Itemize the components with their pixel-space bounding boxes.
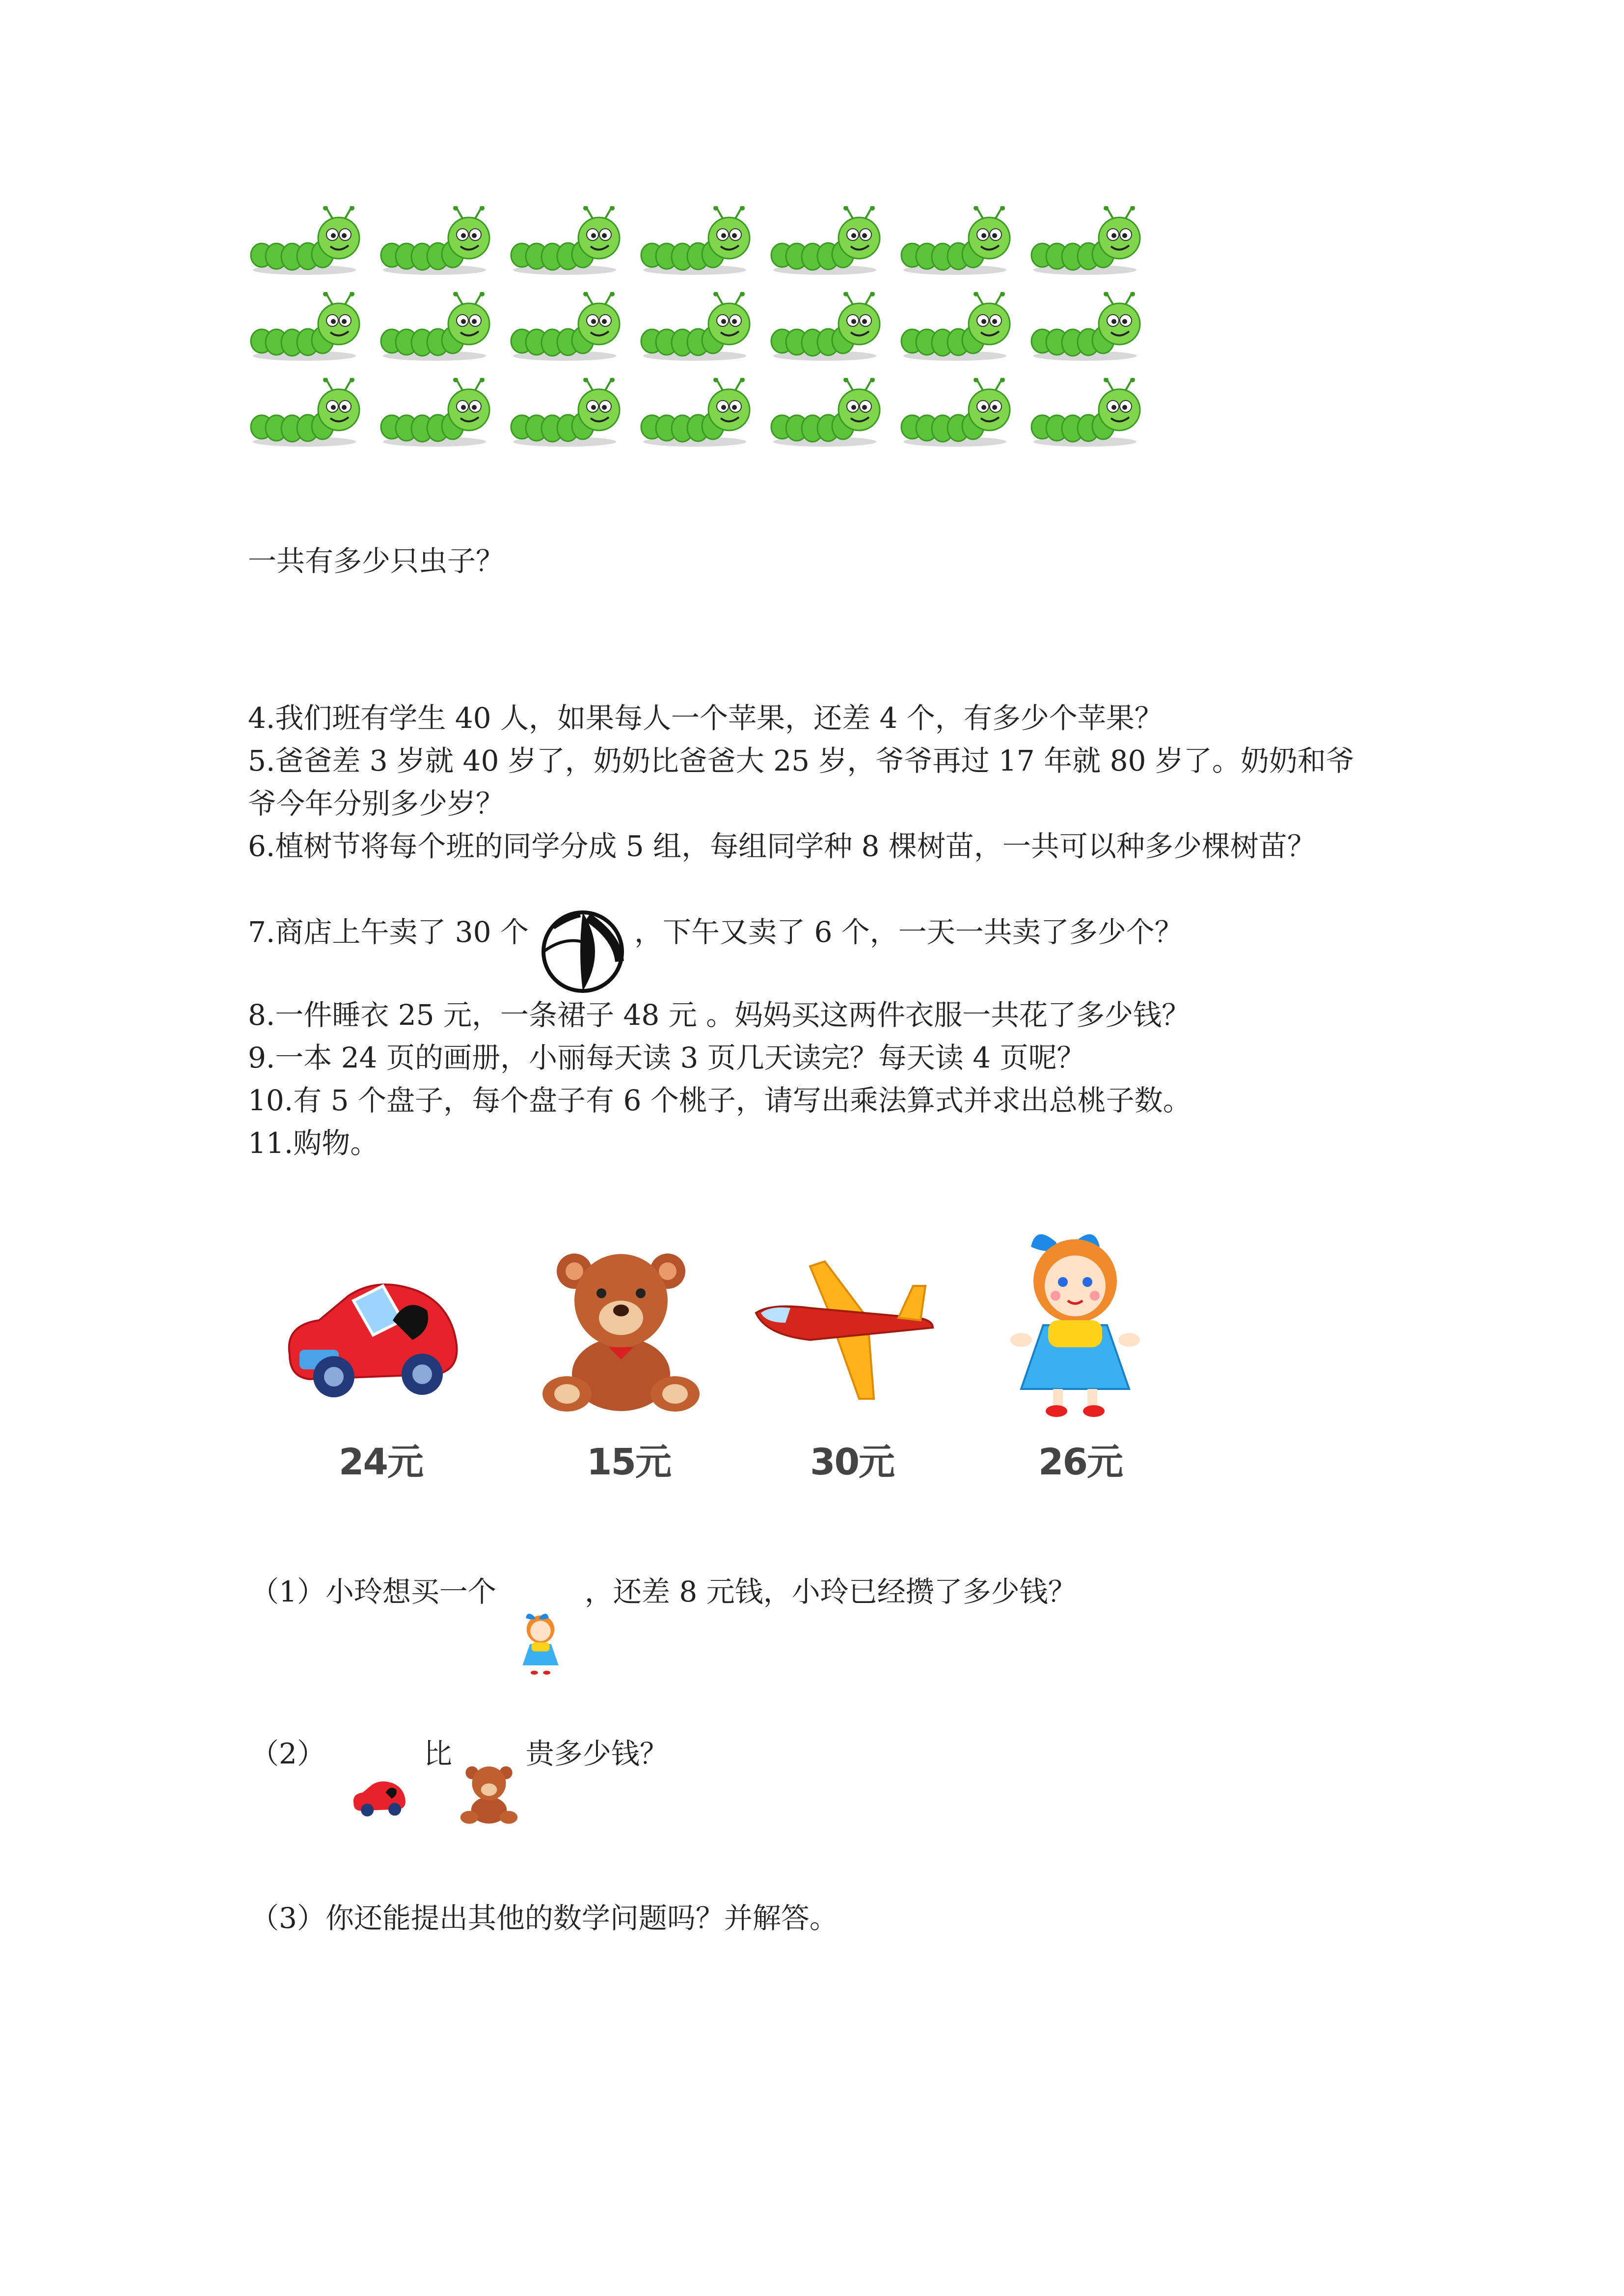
caterpillar-icon: [378, 292, 491, 366]
question-7-part2: ，下午又卖了 6 个，一天一共卖了多少个？: [634, 915, 1183, 949]
caterpillar-icon: [1029, 378, 1141, 452]
toy-plane-icon: [751, 1256, 938, 1414]
sub-question-1: [250, 1571, 1077, 1613]
caterpillar-icon: [508, 206, 621, 280]
caterpillar-icon: [898, 378, 1011, 452]
toy-car-icon: [280, 1266, 466, 1409]
caterpillar-icon: [508, 292, 621, 366]
sub-question-2-label: （2）: [250, 1737, 325, 1770]
caterpillar-icon: [248, 206, 361, 280]
teddy-bear-icon: [540, 1247, 702, 1414]
caterpillar-icon: [898, 206, 1011, 280]
caterpillar-icon: [638, 206, 751, 280]
sub-question-2-compare: 比: [423, 1737, 452, 1770]
caterpillar-icon: [378, 378, 491, 452]
caterpillar-icon: [508, 378, 621, 452]
caterpillar-icon: [248, 292, 361, 366]
sub-question-3: （3）你还能提出其他的数学问题吗？并解答。: [250, 1901, 838, 1935]
caterpillar-icon: [898, 292, 1011, 366]
caterpillar-icon: [768, 292, 881, 366]
toy-plane-price: 30元: [810, 1441, 894, 1483]
question-7: [248, 911, 1183, 954]
question-11: 11.购物。: [248, 1126, 379, 1160]
caterpillar-icon: [378, 206, 491, 280]
question-10: 10.有 5 个盘子，每个盘子有 6 个桃子，请写出乘法算式并求出总桃子数。: [248, 1084, 1191, 1117]
question-9: 9.一本 24 页的画册，小丽每天读 3 页几天读完？每天读 4 页呢？: [248, 1041, 1085, 1074]
doll-price: 26元: [1038, 1441, 1122, 1483]
teddy-bear-price: 15元: [587, 1441, 671, 1483]
caterpillar-icon: [638, 378, 751, 452]
caterpillar-icon: [768, 206, 881, 280]
caterpillar-icon: [768, 378, 881, 452]
caterpillar-icon: [248, 378, 361, 452]
caterpillar-icon: [1029, 292, 1141, 366]
question-8: 8.一件睡衣 25 元，一条裙子 48 元 。妈妈买这两件衣服一共花了多少钱？: [248, 998, 1191, 1032]
question-5: 5.爸爸差 3 岁就 40 岁了，奶奶比爸爸大 25 岁，爷爷再过 17 年就 80 岁了。奶奶和爷爷今年分别多少岁？: [248, 744, 1354, 820]
caterpillar-icon: [638, 292, 751, 366]
sub-question-1-part2: ，还差 8 元钱，小玲已经攒了多少钱？: [584, 1575, 1077, 1608]
sub-question-2: [250, 1733, 668, 1775]
toy-car-price: 24元: [339, 1441, 423, 1483]
question-3-prompt: 一共有多少只虫子？: [248, 544, 505, 578]
doll-icon: [1001, 1227, 1149, 1418]
sub-question-1-part1: （1）小玲想买一个: [250, 1575, 496, 1608]
question-6: 6.植树节将每个班的同学分成 5 组，每组同学种 8 棵树苗，一共可以种多少棵树苗？: [248, 829, 1316, 863]
sub-question-2-end: 贵多少钱？: [525, 1737, 668, 1770]
caterpillar-grid: [248, 206, 1159, 464]
question-4: 4.我们班有学生 40 人，如果每人一个苹果，还差 4 个，有多少个苹果？: [248, 701, 1163, 735]
question-7-part1: 7.商店上午卖了 30 个: [248, 915, 529, 949]
caterpillar-icon: [1029, 206, 1141, 280]
